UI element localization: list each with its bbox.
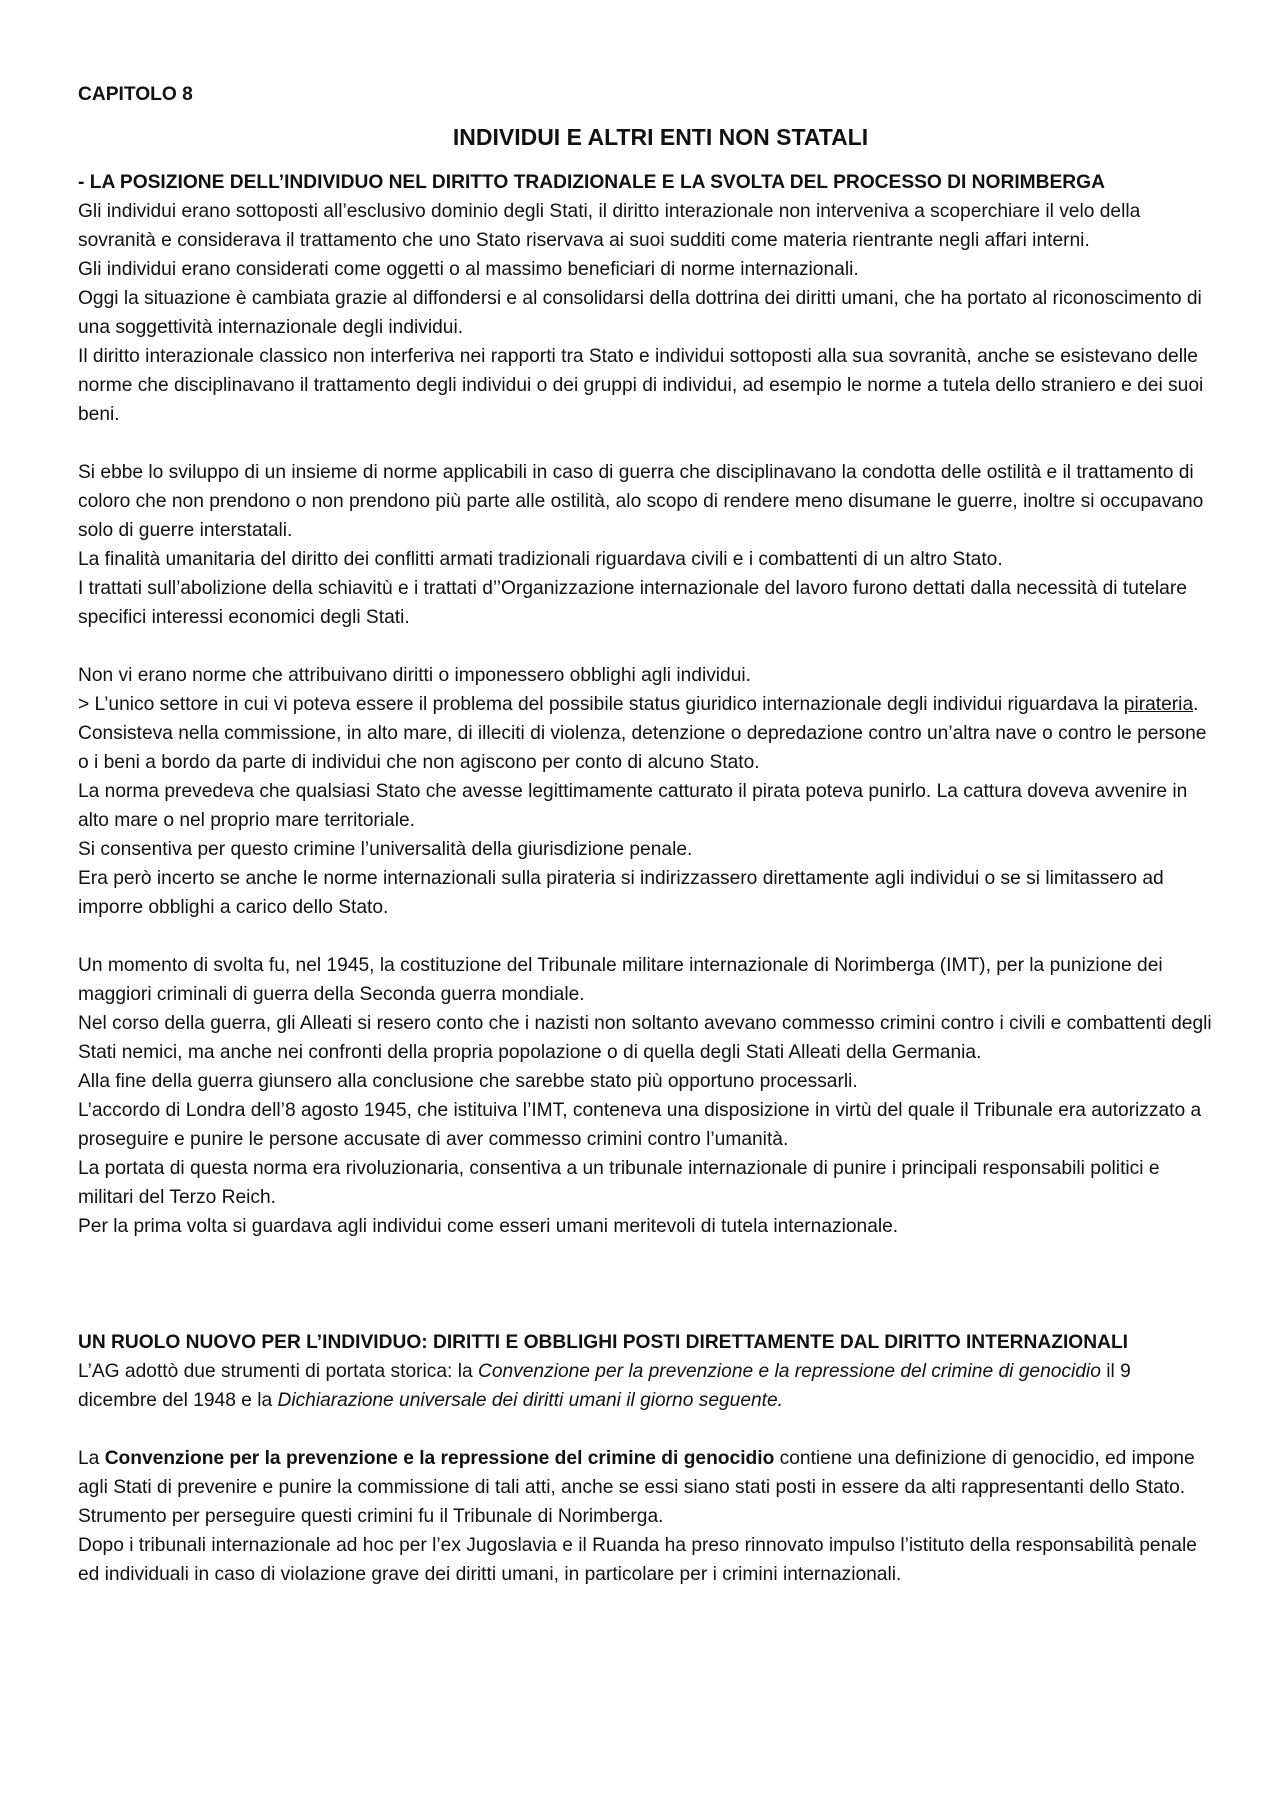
paragraph: Il diritto interazionale classico non interferiva nei rapporti tra Stato e individui sottoposti alla sua sovranità, anche se esistevano delle norme che disciplinavano il trattamento degli individui o dei gruppi di individui, ad esempio le norme a tutela dello straniero e dei suoi beni.	[78, 346, 1204, 425]
blank-line	[78, 1415, 1213, 1444]
paragraph: La norma prevedeva che qualsiasi Stato che avesse legittimamente catturato il pirata poteva punirlo. La cattura doveva avvenire in alto mare o nel proprio mare territoriale.	[78, 781, 1188, 831]
blank-line	[78, 632, 1213, 661]
paragraph: Oggi la situazione è cambiata grazie al diffondersi e al consolidarsi della dottrina dei diritti umani, che ha portato al riconoscimento di una soggettività internazionale degli individui.	[78, 288, 1202, 338]
text-run: > L’unico settore in cui vi poteva essere il problema del possibile status giuridico internazionale degli individui riguardava la	[78, 694, 1124, 715]
underlined-term-pirateria: pirateria	[1123, 694, 1194, 715]
blank-line	[78, 922, 1213, 951]
bold-title-convenzione: Convenzione per la prevenzione e la repressione del crimine di genocidio	[104, 1448, 775, 1469]
paragraph	[78, 690, 1213, 719]
paragraph: Consisteva nella commissione, in alto mare, di illeciti di violenza, detenzione o depredazione contro un’altra nave o contro le persone o i beni a bordo da parte di individui che non agiscono per conto di alcuno Stato.	[78, 723, 1207, 773]
paragraph: Gli individui erano sottoposti all’esclusivo dominio degli Stati, il diritto interazionale non interveniva a scoperchiare il velo della sovranità e considerava il trattamento che uno Stato riservava ai suoi sudditi come materia rientrante negli affari interni.	[78, 201, 1141, 251]
section-heading-1: - LA POSIZIONE DELL’INDIVIDUO NEL DIRITTO TRADIZIONALE E LA SVOLTA DEL PROCESSO DI NORIMBERGA	[78, 172, 1105, 193]
paragraph: Per la prima volta si guardava agli individui come esseri umani meritevoli di tutela internazionale.	[78, 1216, 899, 1237]
text-run: La	[78, 1448, 105, 1469]
document-page	[78, 80, 1213, 1589]
paragraph: La finalità umanitaria del diritto dei conflitti armati tradizionali riguardava civili e i combattenti di un altro Stato.	[78, 549, 1003, 570]
paragraph: L’accordo di Londra dell’8 agosto 1945, che istituiva l’IMT, conteneva una disposizione in virtù del quale il Tribunale era autorizzato a proseguire e punire le persone accusate di aver commesso crimini contro l’umanità.	[78, 1100, 1202, 1150]
italic-title-dichiarazione: Dichiarazione universale dei diritti umani il giorno seguente.	[277, 1390, 784, 1411]
paragraph	[78, 1444, 1213, 1531]
text-run: il 9 dicembre del 1948 e la	[78, 1361, 1131, 1411]
section-heading-2: UN RUOLO NUOVO PER L’INDIVIDUO: DIRITTI E OBBLIGHI POSTI DIRETTAMENTE DAL DIRITTO INTERNAZIONALI	[78, 1332, 1128, 1353]
paragraph: Era però incerto se anche le norme internazionali sulla pirateria si indirizzassero direttamente agli individui o se si limitassero ad imporre obblighi a carico dello Stato.	[78, 868, 1164, 918]
paragraph: Si ebbe lo sviluppo di un insieme di norme applicabili in caso di guerra che disciplinavano la condotta delle ostilità e il trattamento di coloro che non prendono o non prendono più parte alle ostilità, alo scopo di rendere meno disumane le guerre, inoltre si occupavano solo di guerre interstatali.	[78, 462, 1204, 541]
chapter-label: CAPITOLO 8	[78, 84, 193, 105]
paragraph: Nel corso della guerra, gli Alleati si resero conto che i nazisti non soltanto avevano commesso crimini contro i civili e combattenti degli Stati nemici, ma anche nei confronti della propria popolazione o di quella degli Stati Alleati della Germania.	[78, 1013, 1212, 1063]
paragraph: Non vi erano norme che attribuivano diritti o imponessero obblighi agli individui.	[78, 665, 751, 686]
paragraph: La portata di questa norma era rivoluzionaria, consentiva a un tribunale internazionale di punire i principali responsabili politici e militari del Terzo Reich.	[78, 1158, 1160, 1208]
blank-gap	[78, 1241, 1213, 1328]
paragraph: Gli individui erano considerati come oggetti o al massimo beneficiari di norme internazionali.	[78, 259, 859, 280]
page-title: INDIVIDUI E ALTRI ENTI NON STATALI	[452, 124, 869, 150]
text-run: contiene una definizione di genocidio, ed impone agli Stati di prevenire e punire la commissione di tali atti, anche se essi siano stati posti in essere da alti rappresentanti dello Stato. Strumento per perseguire questi crimini fu il Tribunale di Norimberga.	[78, 1448, 1195, 1527]
blank-line	[78, 429, 1213, 458]
italic-title-convenzione: Convenzione per la prevenzione e la repressione del crimine di genocidio	[477, 1361, 1101, 1382]
paragraph: Dopo i tribunali internazionale ad hoc per l’ex Jugoslavia e il Ruanda ha preso rinnovato impulso l’istituto della responsabilità penale ed individuali in caso di violazione grave dei diritti umani, in particolare per i crimini internazionali.	[78, 1535, 1197, 1585]
text-run: .	[1193, 694, 1199, 715]
paragraph: Un momento di svolta fu, nel 1945, la costituzione del Tribunale militare internazionale di Norimberga (IMT), per la punizione dei maggiori criminali di guerra della Seconda guerra mondiale.	[78, 955, 1163, 1005]
paragraph: Si consentiva per questo crimine l’universalità della giurisdizione penale.	[78, 839, 693, 860]
paragraph: Alla fine della guerra giunsero alla conclusione che sarebbe stato più opportuno processarli.	[78, 1071, 858, 1092]
paragraph: I trattati sull’abolizione della schiavitù e i trattati d’’Organizzazione internazionale del lavoro furono dettati dalla necessità di tutelare specifici interessi economici degli Stati.	[78, 578, 1187, 628]
text-run: L’AG adottò due strumenti di portata storica: la	[78, 1361, 478, 1382]
paragraph	[78, 1357, 1213, 1415]
